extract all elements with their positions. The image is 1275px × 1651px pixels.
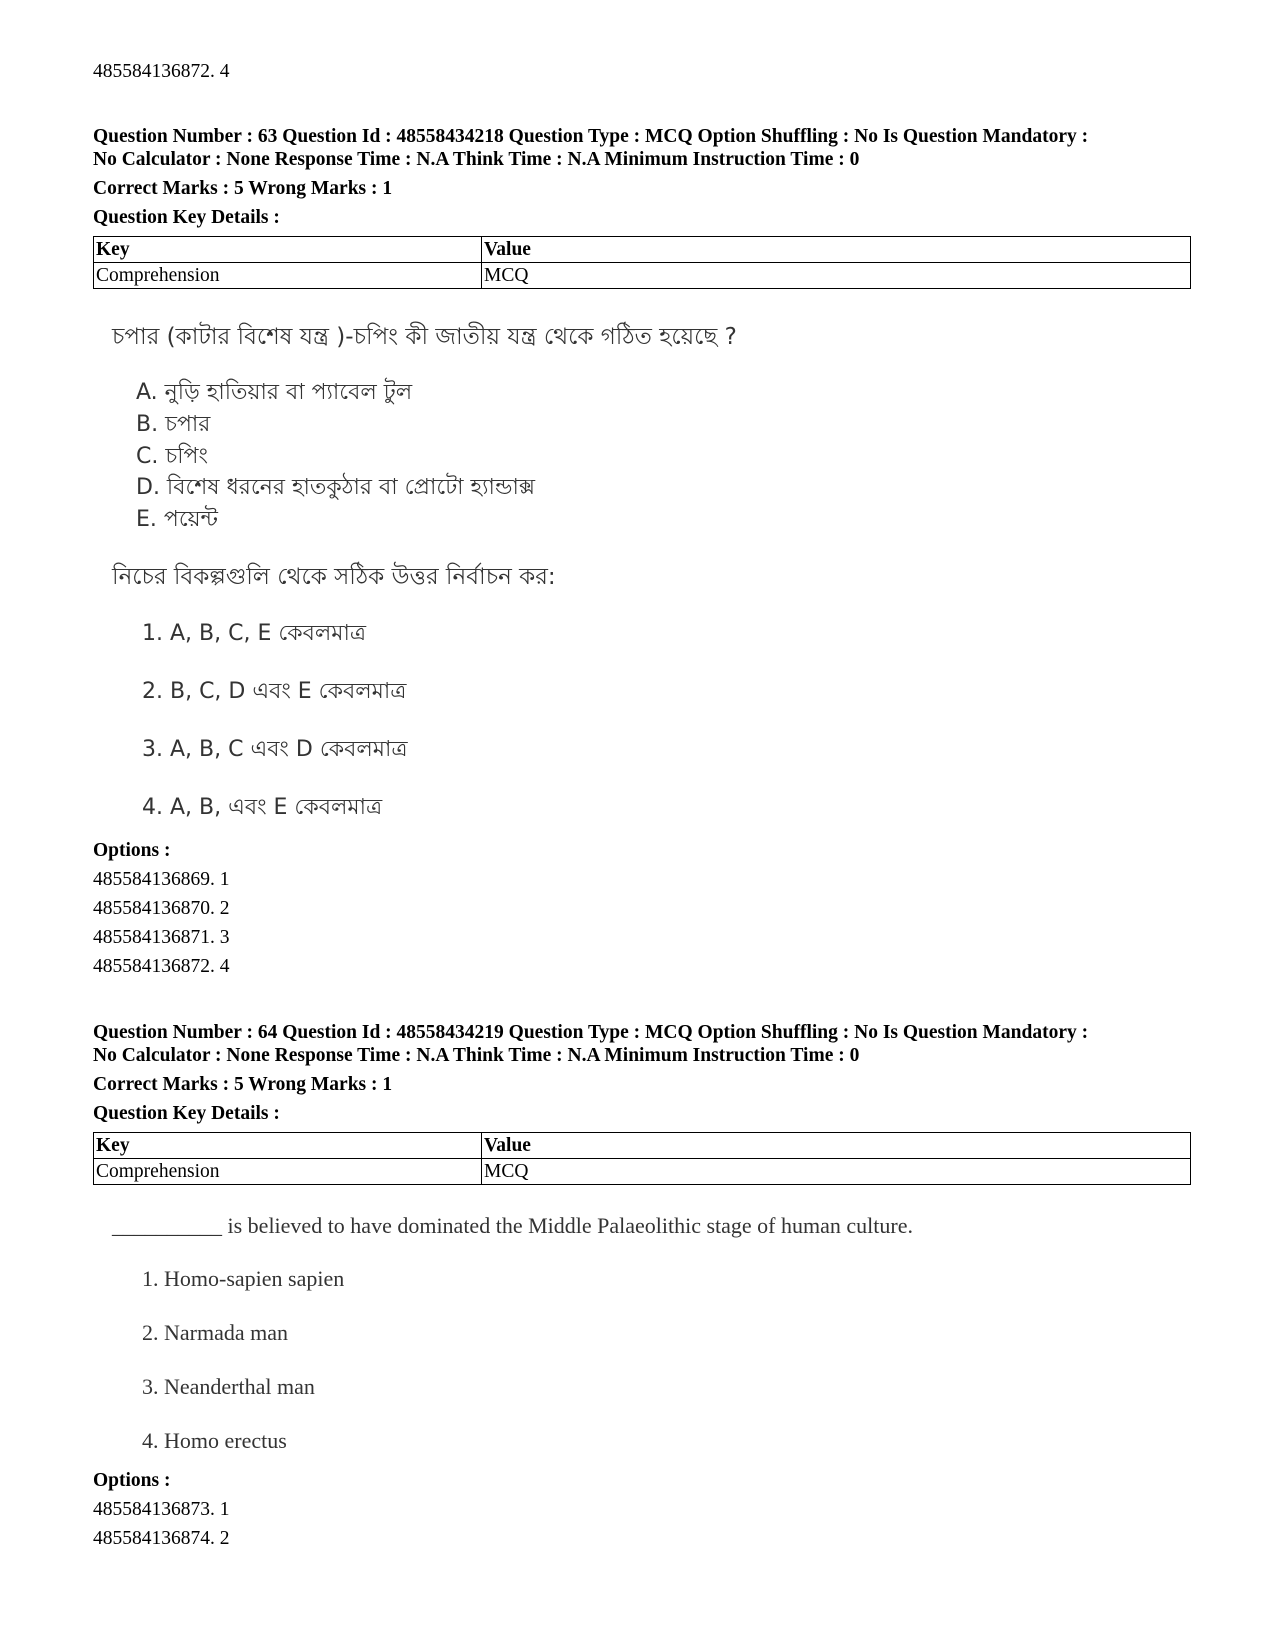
previous-option-line: 485584136872. 4 [93, 61, 230, 82]
q64-header-line-2: No Calculator : None Response Time : N.A Think Time : N.A Minimum Instruction Time : 0 [93, 1045, 860, 1066]
key-header: Key [94, 237, 482, 263]
q63-instruction: নিচের বিকল্পগুলি থেকে সঠিক উত্তর নির্বাচন কর: [112, 564, 556, 590]
statement-c: C. চপিং [136, 444, 208, 469]
statement-a: A. নুড়ি হাতিয়ার বা প্যাবেল টুল [136, 380, 413, 405]
option-id: 485584136871. 3 [93, 927, 230, 948]
q64-options-label: Options : [93, 1470, 171, 1491]
table-row [94, 1159, 1191, 1185]
value-cell: MCQ [482, 263, 1191, 289]
value-header: Value [482, 1133, 1191, 1159]
choice-3: 3. Neanderthal man [142, 1374, 315, 1399]
statement-d: D. বিশেষ ধরনের হাতকুঠার বা প্রোটো হ্যান্ডাক্স [136, 475, 535, 500]
table-header-row [94, 237, 1191, 263]
choice-2: 2. Narmada man [142, 1320, 288, 1345]
value-cell: MCQ [482, 1159, 1191, 1185]
value-header: Value [482, 237, 1191, 263]
q63-marks: Correct Marks : 5 Wrong Marks : 1 [93, 178, 393, 199]
q63-header-line-2: No Calculator : None Response Time : N.A Think Time : N.A Minimum Instruction Time : 0 [93, 149, 860, 170]
q64-stem: __________ is believed to have dominated the Middle Palaeolithic stage of human culture. [112, 1213, 913, 1238]
choice-4: 4. Homo erectus [142, 1428, 287, 1453]
key-header: Key [94, 1133, 482, 1159]
option-id: 485584136869. 1 [93, 869, 230, 890]
q64-header-line-1: Question Number : 64 Question Id : 48558434219 Question Type : MCQ Option Shuffling : No Is Question Mandatory : [93, 1022, 1089, 1043]
choice-4: 4. A, B, এবং E কেবলমাত্র [142, 795, 383, 820]
q63-key-table [93, 236, 1191, 289]
q64-key-table [93, 1132, 1191, 1185]
key-cell: Comprehension [94, 1159, 482, 1185]
q63-header-line-1: Question Number : 63 Question Id : 48558434218 Question Type : MCQ Option Shuffling : No Is Question Mandatory : [93, 126, 1089, 147]
choice-1: 1. A, B, C, E কেবলমাত্র [142, 621, 367, 646]
table-header-row [94, 1133, 1191, 1159]
choice-1: 1. Homo-sapien sapien [142, 1266, 345, 1291]
statement-e: E. পয়েন্ট [136, 507, 218, 532]
option-id: 485584136872. 4 [93, 956, 230, 977]
q64-key-details-label: Question Key Details : [93, 1103, 280, 1124]
option-id: 485584136870. 2 [93, 898, 230, 919]
option-id: 485584136874. 2 [93, 1528, 230, 1549]
table-row [94, 263, 1191, 289]
choice-2: 2. B, C, D এবং E কেবলমাত্র [142, 679, 407, 704]
statement-b: B. চপার [136, 412, 211, 437]
choice-3: 3. A, B, C এবং D কেবলমাত্র [142, 737, 408, 762]
option-id: 485584136873. 1 [93, 1499, 230, 1520]
key-cell: Comprehension [94, 263, 482, 289]
q64-marks: Correct Marks : 5 Wrong Marks : 1 [93, 1074, 393, 1095]
q63-key-details-label: Question Key Details : [93, 207, 280, 228]
q63-stem: চপার (কাটার বিশেষ যন্ত্র )-চপিং কী জাতীয় যন্ত্র থেকে গঠিত হয়েছে ? [112, 324, 737, 350]
q63-options-label: Options : [93, 840, 171, 861]
